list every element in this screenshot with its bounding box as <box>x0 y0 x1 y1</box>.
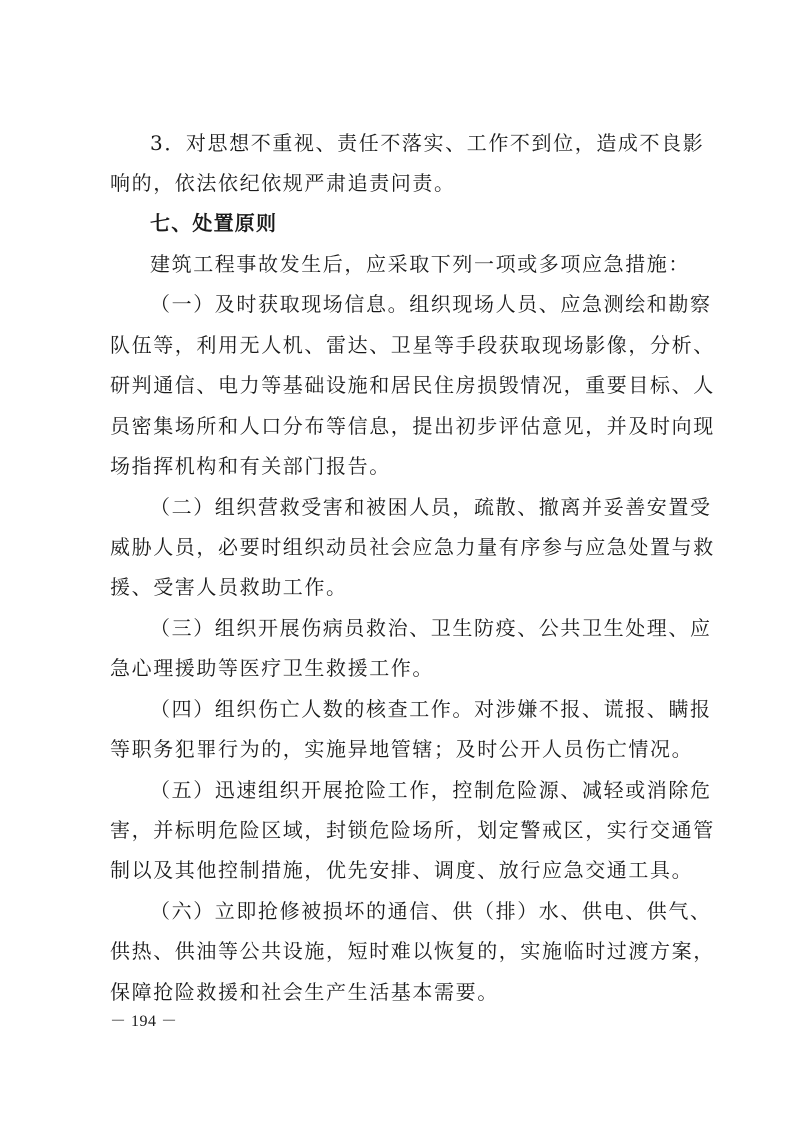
text-line: 害，并标明危险区域，封锁危险场所，划定警戒区，实行交通管 <box>110 818 715 842</box>
text-line: （五）迅速组织开展抢险工作，控制危险源、减轻或消除危 <box>150 778 712 802</box>
text-line: 3．对思想不重视、责任不落实、工作不到位，造成不良影 <box>150 131 705 155</box>
text-line: （四）组织伤亡人数的核查工作。对涉嫌不报、谎报、瞒报 <box>150 697 712 721</box>
text-line: 急心理援助等医疗卫生救援工作。 <box>110 656 434 680</box>
text-line: （一）及时获取现场信息。组织现场人员、应急测绘和勘察 <box>150 292 712 316</box>
text-line: 威胁人员，必要时组织动员社会应急力量有序参与应急处置与救 <box>110 535 715 559</box>
text-line: 供热、供油等公共设施，短时难以恢复的，实施临时过渡方案， <box>110 939 715 963</box>
text-line: 员密集场所和人口分布等信息，提出初步评估意见，并及时向现 <box>110 414 715 438</box>
text-line: 场指挥机构和有关部门报告。 <box>110 454 391 478</box>
text-line: （六）立即抢修被损坏的通信、供（排）水、供电、供气、 <box>150 899 712 923</box>
text-line: 研判通信、电力等基础设施和居民住房损毁情况，重要目标、人 <box>110 373 715 397</box>
text-line: （二）组织营救受害和被困人员，疏散、撤离并妥善安置受 <box>150 495 712 519</box>
section-heading: 七、处置原则 <box>150 211 278 235</box>
text-line: 建筑工程事故发生后，应采取下列一项或多项应急措施： <box>150 252 690 276</box>
text-line: 队伍等，利用无人机、雷达、卫星等手段获取现场影像，分析、 <box>110 333 715 357</box>
text-line: 制以及其他控制措施，优先安排、调度、放行应急交通工具。 <box>110 858 694 882</box>
text-line: 援、受害人员救助工作。 <box>110 575 348 599</box>
text-line: 保障抢险救援和社会生产生活基本需要。 <box>110 980 499 1004</box>
text-line: （三）组织开展伤病员救治、卫生防疫、公共卫生处理、应 <box>150 616 712 640</box>
text-line: 等职务犯罪行为的，实施异地管辖；及时公开人员伤亡情况。 <box>110 737 694 761</box>
page-number: － 194 － <box>110 1013 178 1030</box>
text-line: 响的，依法依纪依规严肃追责问责。 <box>110 171 456 195</box>
